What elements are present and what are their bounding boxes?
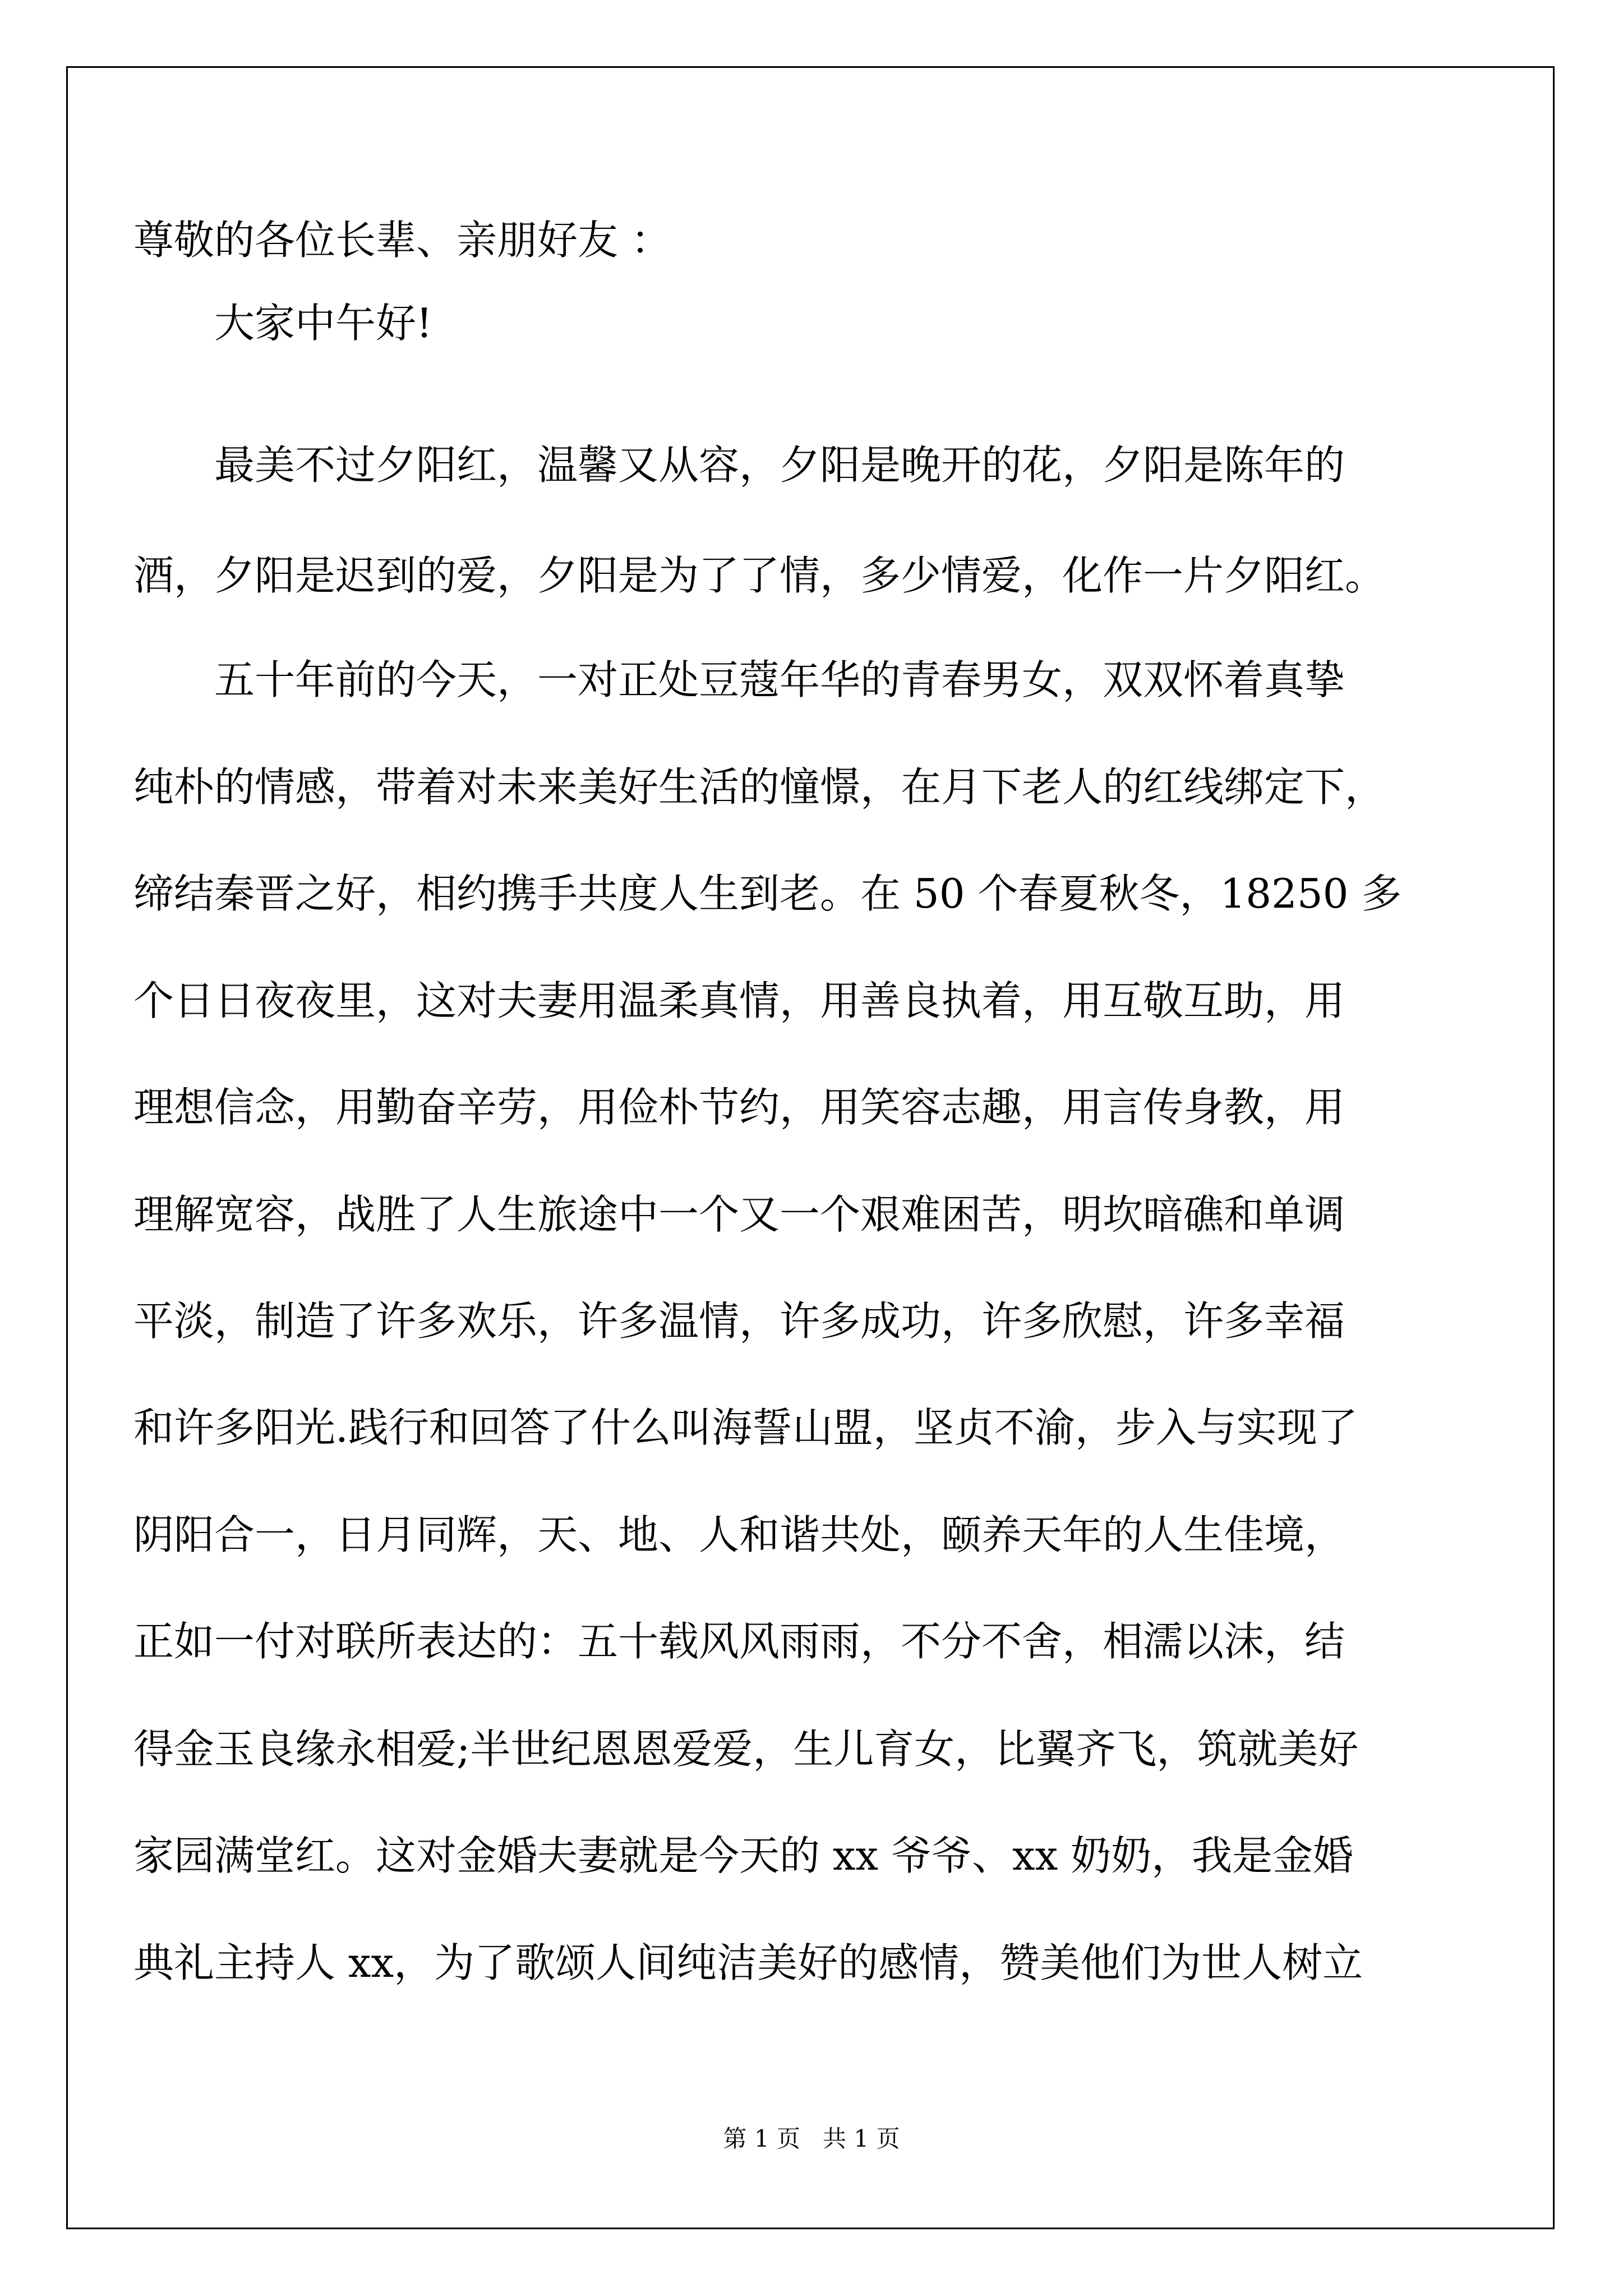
text-line: 典礼主持人 xx，为了歌颂人间纯洁美好的感情，赞美他们为世人树立 xyxy=(133,1939,1363,1986)
text-line: 阴阳合一，日月同辉，天、地、人和谐共处，颐养天年的人生佳境， xyxy=(133,1511,1345,1558)
text-line: 理解宽容，战胜了人生旅途中一个又一个艰难困苦，明坎暗礁和单调 xyxy=(133,1191,1345,1238)
page-border xyxy=(66,66,1555,2229)
text-line: 尊敬的各位长辈、亲朋好友 ： xyxy=(133,217,671,264)
text-line: 五十年前的今天，一对正处豆蔻年华的青春男女，双双怀着真挚 xyxy=(214,656,1345,703)
text-line: 个日日夜夜里，这对夫妻用温柔真情，用善良执着，用互敬互助，用 xyxy=(133,977,1345,1024)
text-line: 最美不过夕阳红，温馨又从容，夕阳是晚开的花，夕阳是陈年的 xyxy=(214,441,1345,489)
text-line: 理想信念，用勤奋辛劳，用俭朴节约，用笑容志趣，用言传身教，用 xyxy=(133,1084,1345,1131)
text-line: 得金玉良缘永相爱;半世纪恩恩爱爱，生儿育女，比翼齐飞，筑就美好 xyxy=(133,1726,1359,1773)
text-line: 家园满堂红。这对金婚夫妻就是今天的 xx 爷爷、xx 奶奶，我是金婚 xyxy=(133,1832,1354,1879)
text-line: 纯朴的情感，带着对未来美好生活的憧憬，在月下老人的红线绑定下， xyxy=(133,763,1386,811)
text-line: 平淡，制造了许多欢乐，许多温情，许多成功，许多欣慰，许多幸福 xyxy=(133,1297,1345,1345)
text-line: 大家中午好! xyxy=(214,300,432,347)
text-line: 正如一付对联所表达的：五十载风风雨雨，不分不舍，相濡以沫，结 xyxy=(133,1618,1345,1665)
page-number: 第 1 页 共 1 页 xyxy=(723,2125,900,2152)
text-line: 缔结秦晋之好，相约携手共度人生到老。在 50 个春夏秋冬，18250 多 xyxy=(133,870,1402,917)
text-line: 和许多阳光.践行和回答了什么叫海誓山盟，坚贞不渝，步入与实现了 xyxy=(133,1404,1358,1451)
text-line: 酒，夕阳是迟到的爱，夕阳是为了了情，多少情爱，化作一片夕阳红。 xyxy=(133,552,1386,599)
